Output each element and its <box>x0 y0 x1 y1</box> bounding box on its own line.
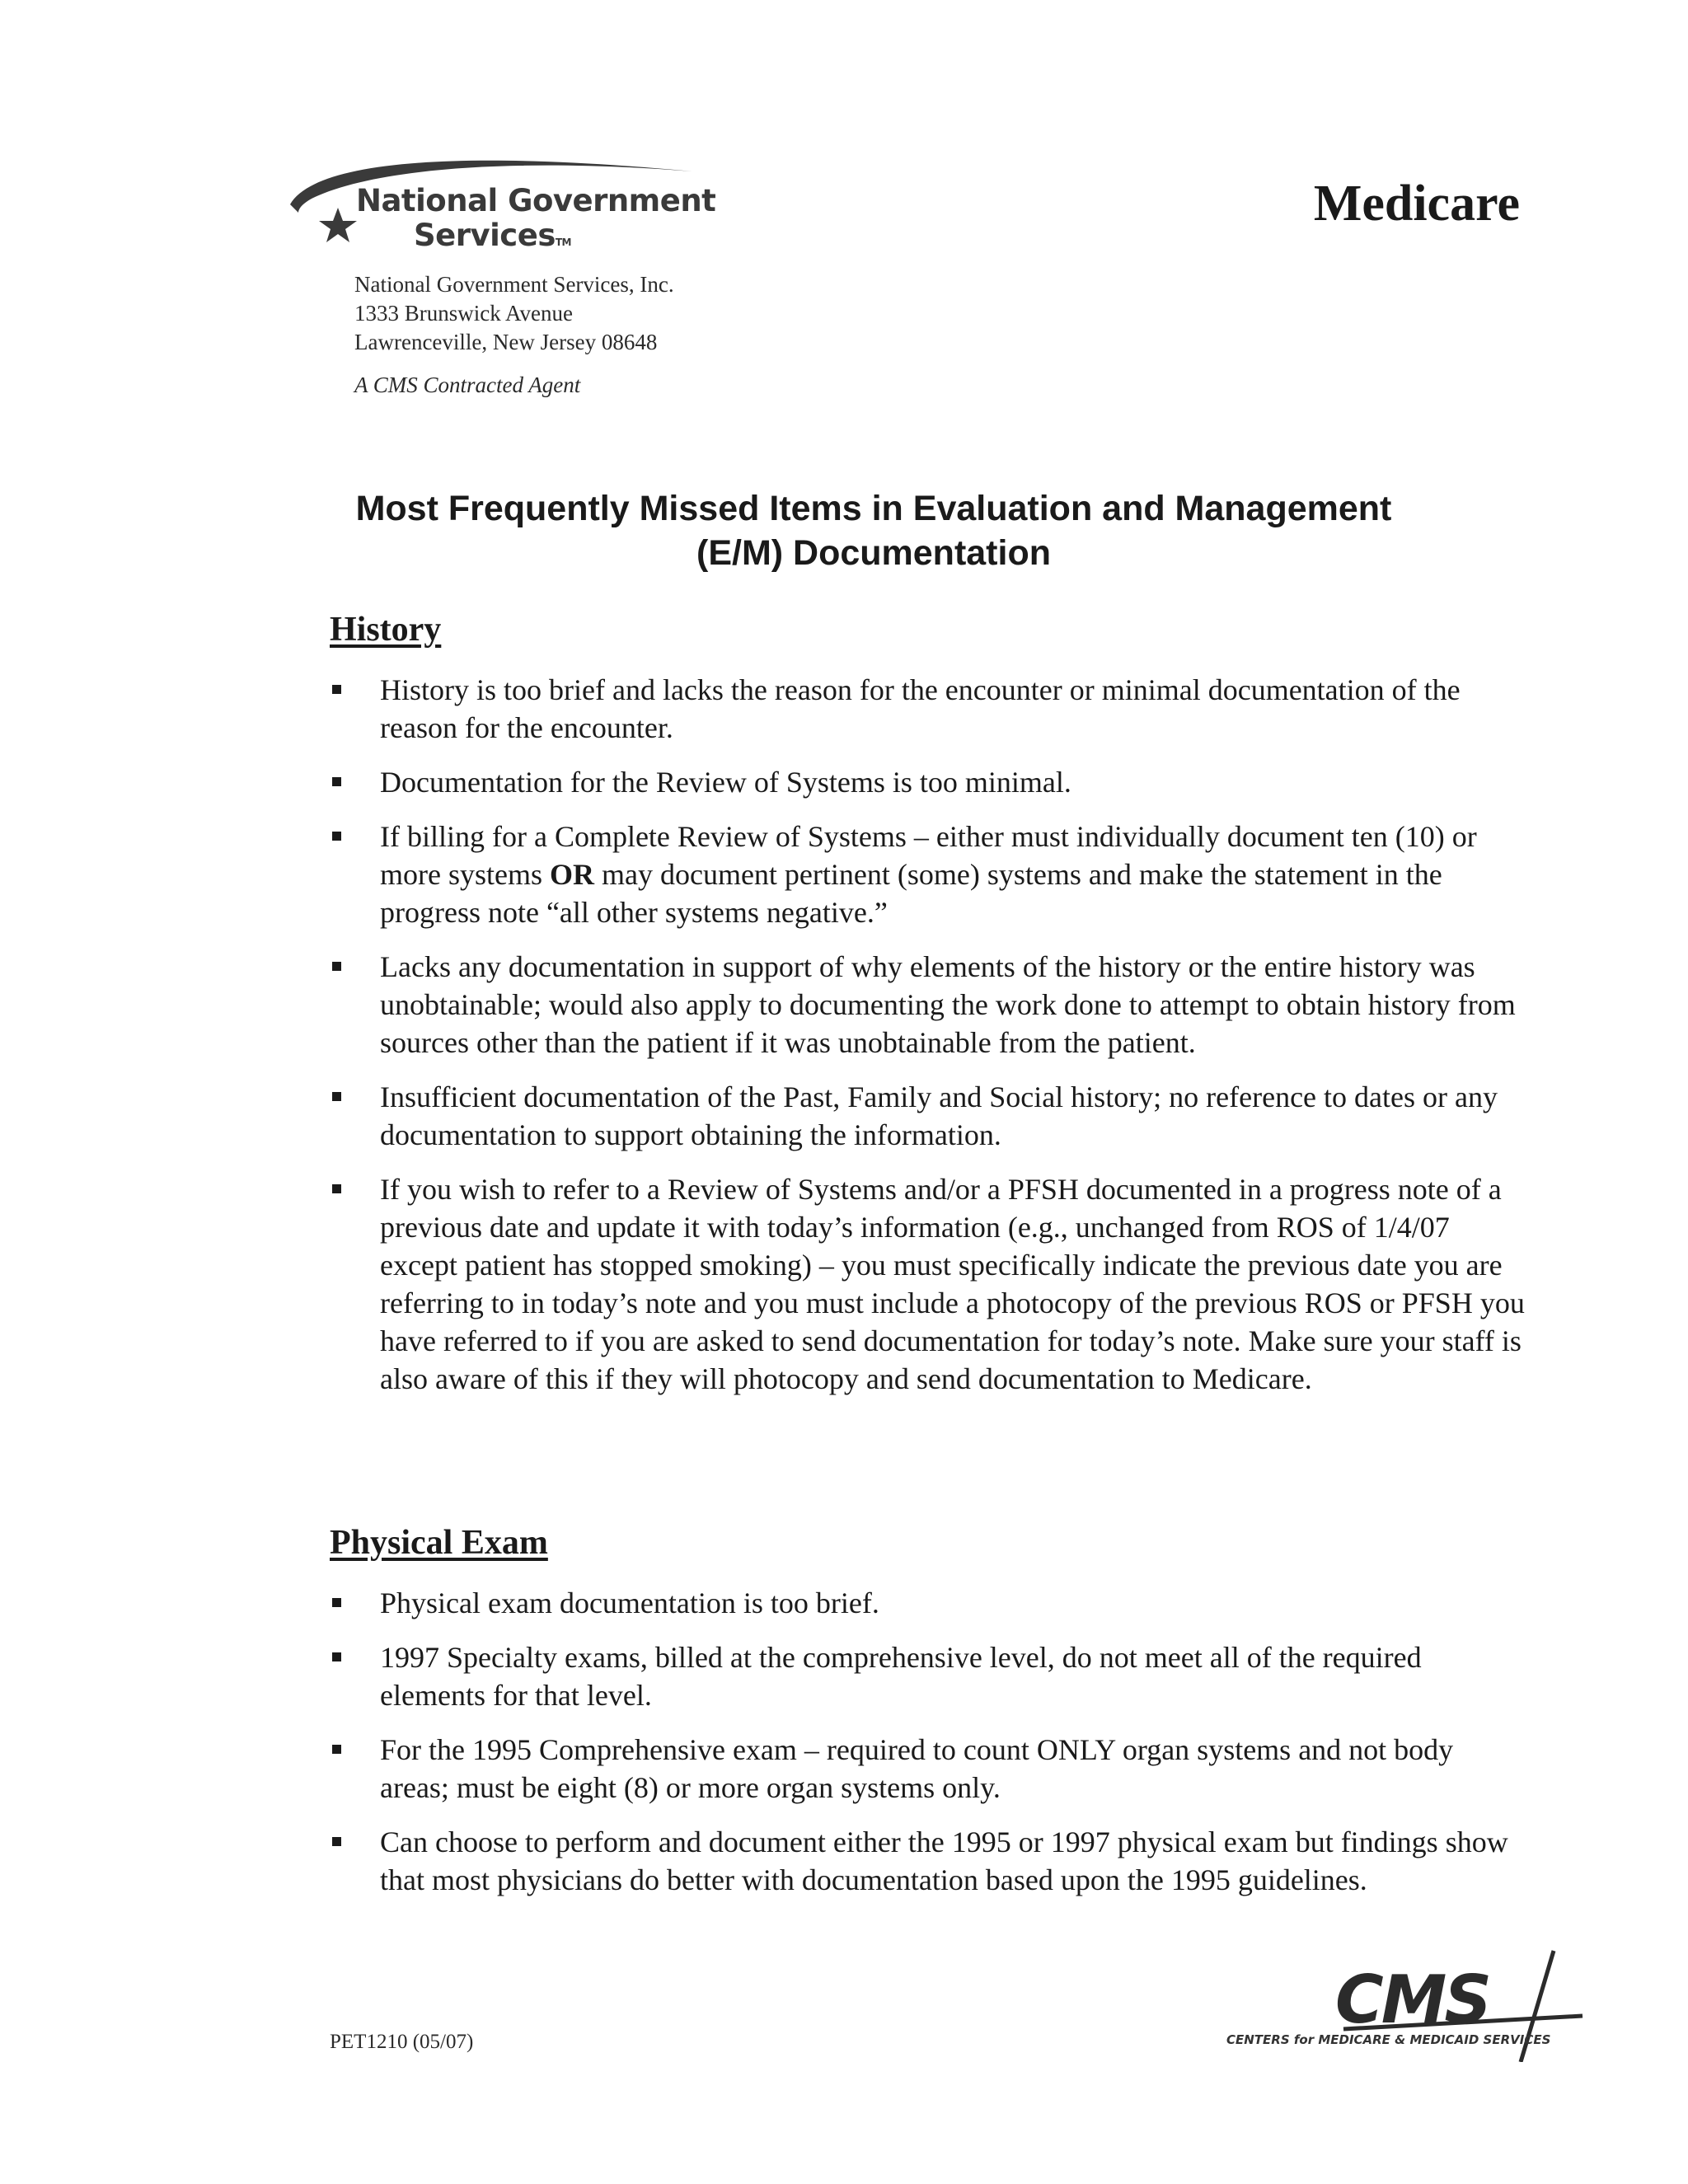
logo-text-line1: National Government <box>356 183 716 218</box>
bullet-square-icon <box>332 777 341 786</box>
bullet-square-icon <box>332 1598 341 1607</box>
bullet-square-icon <box>332 1837 341 1846</box>
address-block <box>354 270 674 357</box>
address-line1: National Government Services, Inc. <box>354 272 674 297</box>
bullet-square-icon <box>332 1092 341 1101</box>
bullet-square-icon <box>332 1184 341 1193</box>
section-heading-physical-exam: Physical Exam <box>330 1524 548 1562</box>
bullet-square-icon <box>332 685 341 694</box>
cms-logo-subtitle: CENTERS for MEDICARE & MEDICAID SERVICES <box>1226 2032 1551 2047</box>
agent-note: A CMS Contracted Agent <box>354 373 581 397</box>
list-item: Lacks any documentation in support of why elements of the history or the entire history was unobtainable; would also apply to documenting the work done to attempt to obtain history from sources other than the patient if it was unobtainable from the patient. <box>330 948 1525 1062</box>
bullet-square-icon <box>332 1652 341 1661</box>
page-title-line1: Most Frequently Missed Items in Evaluation and Management <box>355 489 1392 528</box>
document-code: PET1210 (05/07) <box>330 2031 474 2053</box>
history-list <box>330 671 1525 1414</box>
page-title-line2: (E/M) Documentation <box>696 533 1051 573</box>
bullet-square-icon <box>332 962 341 971</box>
star-icon <box>319 208 357 242</box>
bullet-square-icon <box>332 832 341 841</box>
logo-text-line2 <box>414 218 571 253</box>
list-item: Physical exam documentation is too brief. <box>330 1584 1525 1622</box>
logo-text-line2-main: Services <box>414 218 556 253</box>
list-item: Documentation for the Review of Systems is too minimal. <box>330 763 1525 801</box>
list-item: Can choose to perform and document either the 1995 or 1997 physical exam but findings show that most physicians do better with documentation based upon the 1995 guidelines. <box>330 1823 1525 1899</box>
cms-logo-text: CMS <box>1335 1961 1489 2038</box>
list-item: If billing for a Complete Review of Systems – either must individually document ten (10) or more systems OR may document pertinent (some) systems and make the statement in the progress note “all other systems negative.” <box>330 818 1525 931</box>
list-item: For the 1995 Comprehensive exam – required to count ONLY organ systems and not body areas; must be eight (8) or more organ systems only. <box>330 1731 1525 1807</box>
logo-tm: TM <box>555 237 571 248</box>
section-heading-history: History <box>330 611 442 649</box>
cms-logo <box>1220 1947 1591 2062</box>
bullet-square-icon <box>332 1745 341 1754</box>
list-item: 1997 Specialty exams, billed at the comprehensive level, do not meet all of the required elements for that level. <box>330 1638 1525 1714</box>
address-line2: 1333 Brunswick Avenue <box>354 301 573 326</box>
address-line3: Lawrenceville, New Jersey 08648 <box>354 330 658 354</box>
brand-medicare: Medicare <box>1313 176 1520 232</box>
list-item: If you wish to refer to a Review of Systems and/or a PFSH documented in a progress note of a previous date and update it with today’s information (e.g., unchanged from ROS of 1/4/07 except patient has stopped smoking) – you must specifically indicate the previous date you are referring to in today’s note and you must include a photocopy of the previous ROS or PFSH you have referred to if you are asked to send documentation for today’s note. Make sure your staff is also aware of this if they will photocopy and send documentation to Medicare. <box>330 1170 1525 1398</box>
list-item: History is too brief and lacks the reason for the encounter or minimal documentation of the reason for the encounter. <box>330 671 1525 747</box>
list-item: Insufficient documentation of the Past, Family and Social history; no reference to dates or any documentation to support obtaining the information. <box>330 1078 1525 1154</box>
emphasis-or: OR <box>549 858 594 891</box>
physical-exam-list <box>330 1584 1525 1915</box>
ngs-logo <box>280 147 716 254</box>
page-title <box>280 486 1467 575</box>
